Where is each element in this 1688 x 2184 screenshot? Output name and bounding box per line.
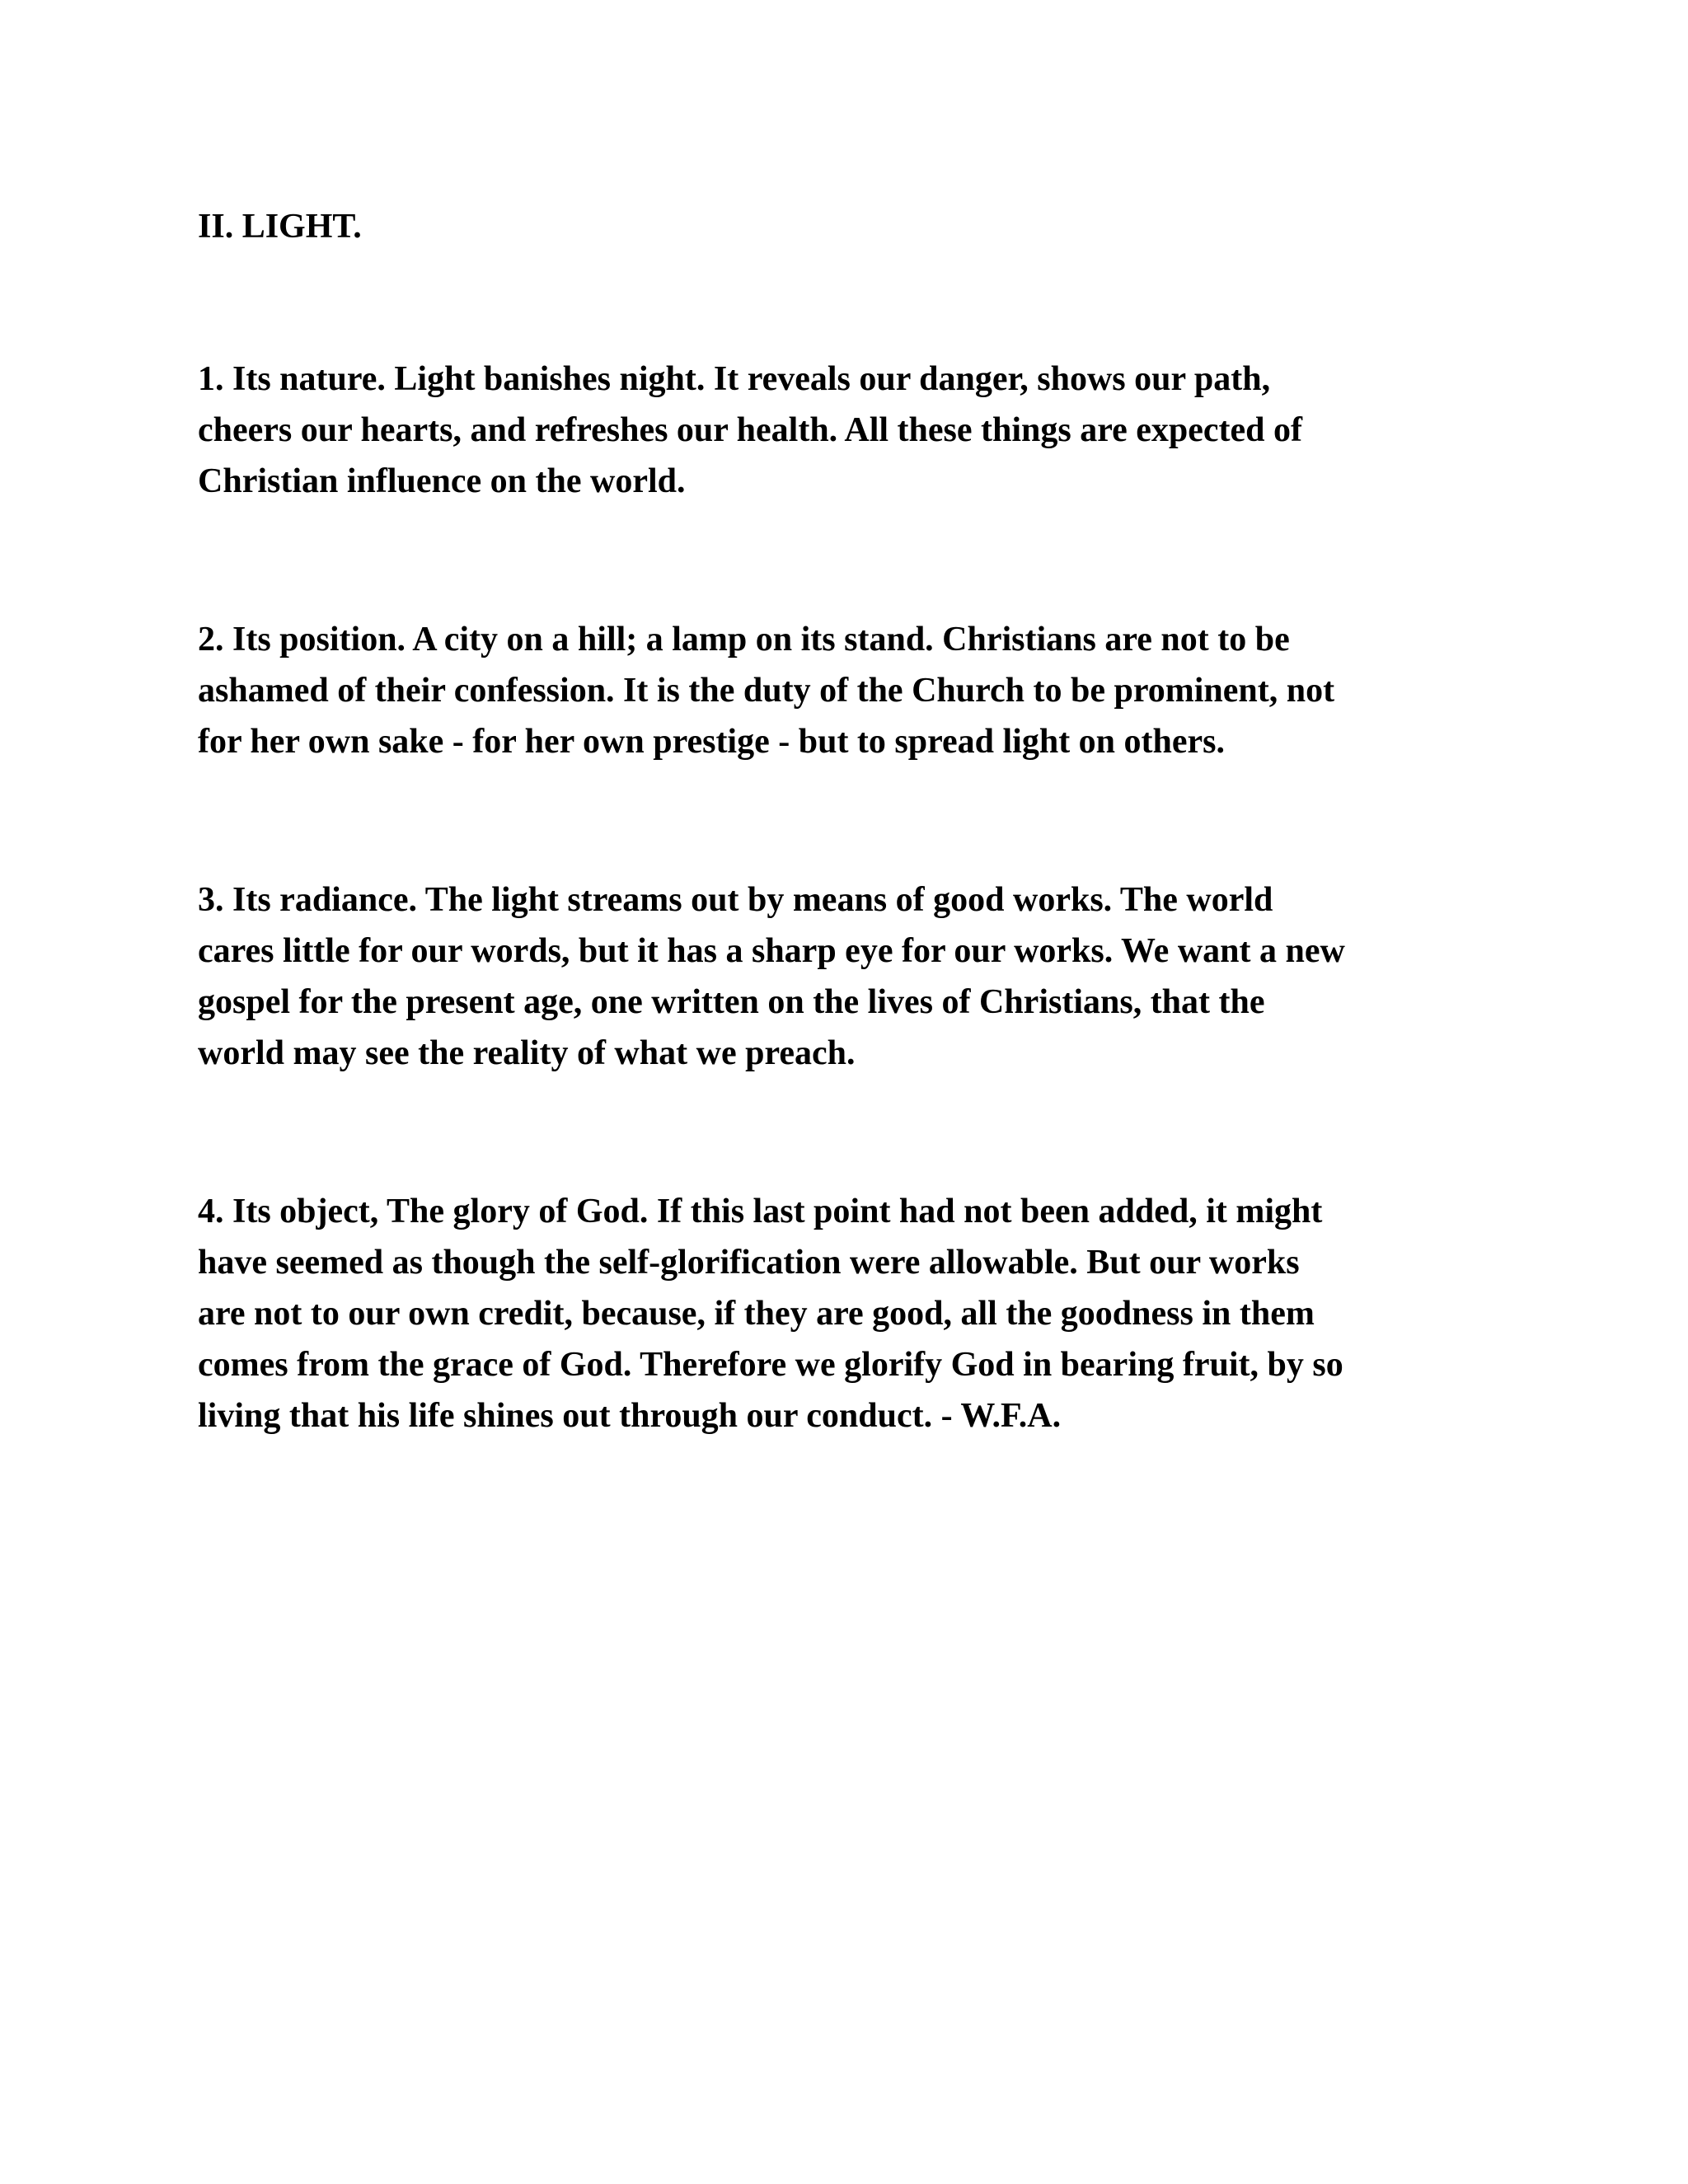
- paragraph-line: cheers our hearts, and refreshes our health. All these things are expected of: [198, 411, 1303, 449]
- paragraph-line: for her own sake - for her own prestige - but to spread light on others.: [198, 723, 1226, 761]
- paragraph-line: gospel for the present age, one written on the lives of Christians, that the: [198, 983, 1265, 1021]
- paragraph-line: living that his life shines out through our conduct. - W.F.A.: [198, 1397, 1062, 1435]
- section-heading: II. LIGHT.: [198, 208, 362, 246]
- paragraph-line: are not to our own credit, because, if they are good, all the goodness in them: [198, 1295, 1315, 1333]
- paragraph-line: Christian influence on the world.: [198, 462, 686, 500]
- paragraph-object: [198, 1186, 1525, 1441]
- document-body: [198, 201, 1525, 1441]
- paragraph-radiance: [198, 874, 1525, 1079]
- paragraph-line: 2. Its position. A city on a hill; a lamp on its stand. Christians are not to be: [198, 621, 1290, 658]
- paragraph-line: ashamed of their confession. It is the duty of the Church to be prominent, not: [198, 672, 1335, 710]
- paragraph-line: 3. Its radiance. The light streams out by means of good works. The world: [198, 881, 1273, 919]
- paragraph-line: have seemed as though the self-glorification were allowable. But our works: [198, 1244, 1300, 1282]
- paragraph-line: 4. Its object, The glory of God. If this last point had not been added, it might: [198, 1193, 1323, 1230]
- paragraph-line: 1. Its nature. Light banishes night. It reveals our danger, shows our path,: [198, 360, 1271, 398]
- paragraph-line: comes from the grace of God. Therefore we glorify God in bearing fruit, by so: [198, 1346, 1343, 1384]
- paragraph-line: world may see the reality of what we preach.: [198, 1034, 856, 1072]
- paragraph-nature: [198, 354, 1525, 507]
- paragraph-line: cares little for our words, but it has a sharp eye for our works. We want a new: [198, 932, 1345, 970]
- paragraph-position: [198, 614, 1525, 767]
